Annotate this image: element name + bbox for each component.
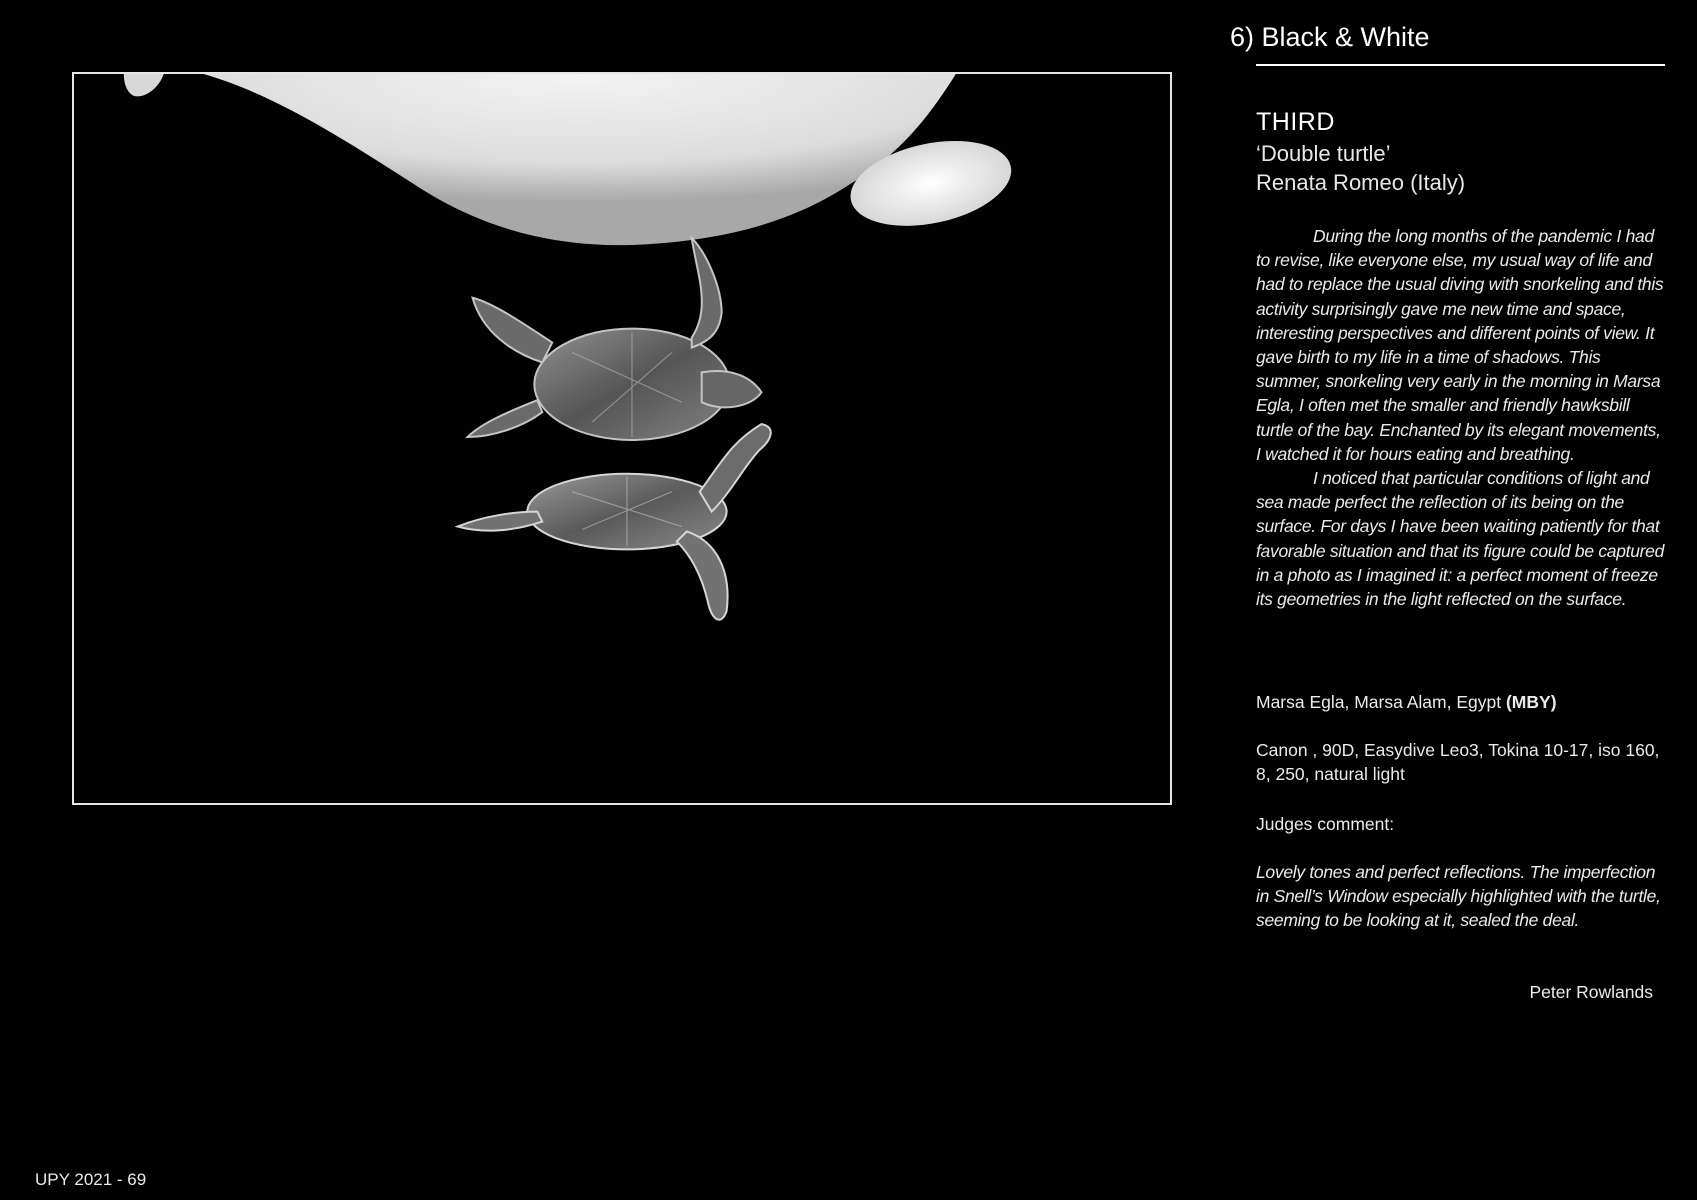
turtle-photo-image bbox=[74, 74, 1170, 803]
page-folio: UPY 2021 - 69 bbox=[35, 1170, 147, 1189]
story-paragraph-1: During the long months of the pandemic I had to revise, like everyone else, my usual way of life and had to replace the usual diving with snorkeling and this activity surprisingly gave me new time and space, interesting perspectives and different points of view. It gave birth to my life in a time of shadows. This summer, snorkeling very early in the morning in Marsa Egla, I often met the smaller and friendly hawksbill turtle of the bay. Enchanted by its elegant movements, I watched it for hours eating and breathing. bbox=[1256, 226, 1664, 464]
location-place: Marsa Egla, Marsa Alam, Egypt bbox=[1256, 692, 1502, 712]
section-rule bbox=[1256, 64, 1665, 66]
photo-double-turtle bbox=[72, 72, 1172, 805]
judges-comment-label: Judges comment: bbox=[1256, 814, 1395, 834]
photo-location bbox=[1256, 690, 1666, 714]
judge-name: Peter Rowlands bbox=[1529, 982, 1653, 1002]
section-title: 6) Black & White bbox=[1230, 22, 1430, 52]
photographer-name: Renata Romeo (Italy) bbox=[1256, 170, 1466, 195]
location-code: (MBY) bbox=[1505, 692, 1557, 712]
story-paragraph-2: I noticed that particular conditions of light and sea made perfect the reflection of its being on the surface. For days I have been waiting patiently for that favorable situation and that its figure could be captured in a photo as I imagined it: a perfect moment of freeze its geometries in the light reflected on the surface. bbox=[1256, 468, 1665, 610]
photographer-story bbox=[1256, 224, 1666, 611]
judges-comment-text: Lovely tones and perfect reflections. The imperfection in Snell’s Window especially highlighted with the turtle, seeming to be looking at it, sealed the deal. bbox=[1256, 862, 1661, 931]
camera-gear: Canon , 90D, Easydive Leo3, Tokina 10-17, iso 160, 8, 250, natural light bbox=[1256, 740, 1660, 785]
award-rank: THIRD bbox=[1256, 108, 1335, 136]
photo-title: ‘Double turtle’ bbox=[1256, 141, 1391, 166]
